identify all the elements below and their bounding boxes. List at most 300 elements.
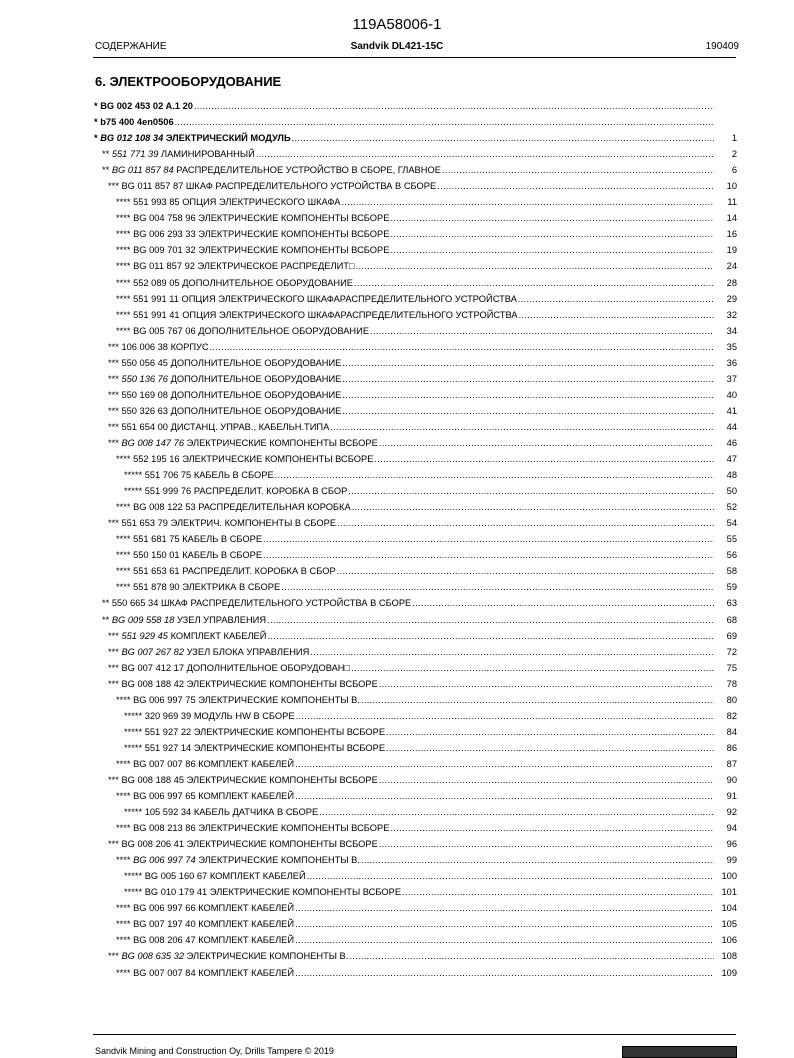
toc-leader-dots	[361, 692, 714, 708]
toc-level-marker: *****	[124, 710, 143, 721]
toc-level-marker: ****	[116, 967, 131, 978]
toc-part-title: ШКАФ РАСПРЕДЕЛИТЕЛЬНОГО УСТРОЙСТВА В СБОРЕ	[160, 598, 412, 609]
toc-leader-dots	[295, 788, 714, 804]
toc-level-marker: ****	[116, 197, 131, 208]
toc-part-title: ЭЛЕКТРИЧЕСКИЕ КОМПОНЕНТЫ ВСБОРЕ	[186, 437, 378, 448]
toc-level-marker: *****	[124, 871, 143, 882]
toc-page-number: 78	[726, 678, 737, 689]
toc-entry-label	[108, 435, 378, 451]
toc-entry[interactable]	[94, 724, 737, 740]
toc-entry[interactable]	[94, 435, 737, 451]
toc-part-title: МОДУЛЬ HW В СБОРЕ	[193, 710, 295, 721]
toc-level-marker: ****	[116, 903, 131, 914]
toc-part-title: ЭЛЕКТРИЧЕСКИЕ КОМПОНЕНТЫ ВСБОРЕ	[198, 229, 390, 240]
toc-part-title: РАСПРЕДЕЛИТ. КОРОБКА В СБОР	[193, 486, 348, 497]
toc-entry[interactable]	[94, 595, 737, 611]
toc-level-marker: *****	[124, 887, 143, 898]
header-date-code: 190409	[705, 41, 739, 52]
toc-part-number: 551 927 22	[144, 726, 192, 737]
toc-page-number: 75	[726, 662, 737, 673]
toc-entry[interactable]	[94, 275, 737, 291]
toc-part-title: ШКАФ РАСПРЕДЕЛИТЕЛЬНОГО УСТРОЙСТВА В СБОРЕ	[185, 181, 437, 192]
toc-part-number: BG 008 122 53	[133, 502, 196, 513]
toc-entry[interactable]	[94, 563, 737, 579]
toc-entry[interactable]	[94, 419, 737, 435]
toc-entry-label	[124, 724, 385, 740]
footer-copyright: Sandvik Mining and Construction Oy, Drills Tampere © 2019	[95, 1046, 334, 1056]
toc-entry-label	[108, 387, 341, 403]
toc-entry-label	[116, 852, 360, 868]
toc-part-title: ОПЦИЯ ЭЛЕКТРИЧЕСКОГО ШКАФАРАСПРЕДЕЛИТЕЛЬНОГО УСТРОЙСТВА	[181, 293, 517, 304]
toc-page-number: 41	[726, 405, 737, 416]
toc-entry[interactable]	[94, 371, 737, 387]
toc-entry[interactable]	[94, 740, 737, 756]
toc-level-marker: ****	[116, 534, 131, 545]
toc-part-title: ДОПОЛНИТЕЛЬНОЕ ОБОРУДОВАНИЕ	[170, 405, 342, 416]
toc-page-number: 108	[721, 951, 737, 962]
toc-leader-dots	[337, 563, 714, 579]
toc-part-number: BG 005 767 06	[133, 325, 196, 336]
toc-page-number: 87	[726, 758, 737, 769]
toc-level-marker: ***	[108, 373, 119, 384]
toc-level-marker: ****	[116, 325, 131, 336]
toc-part-number: BG 002 453 02 A.1 20	[100, 101, 193, 111]
toc-part-title: РАСПРЕДЕЛИТЕЛЬНОЕ УСТРОЙСТВО В СБОРЕ, ГЛАВНОЕ	[176, 165, 441, 176]
toc-entry[interactable]	[94, 579, 737, 595]
toc-leader-dots	[390, 226, 714, 242]
toc-entry-label	[108, 772, 378, 788]
toc-entry[interactable]	[94, 258, 737, 274]
toc-part-number: BG 008 147 76	[121, 437, 184, 448]
toc-part-title: ЭЛЕКТРИЧ. КОМПОНЕНТЫ В СБОРЕ	[170, 518, 337, 529]
toc-page-number: 36	[726, 357, 737, 368]
toc-entry[interactable]	[94, 644, 737, 660]
toc-entry-label	[108, 676, 378, 692]
toc-page-number: 86	[726, 742, 737, 753]
toc-part-number: BG 007 007 84	[133, 967, 196, 978]
toc-entry[interactable]	[94, 146, 737, 162]
toc-entry[interactable]	[94, 451, 737, 467]
toc-entry[interactable]	[94, 932, 737, 948]
toc-part-number: 551 654 00	[121, 421, 168, 432]
header-machine-model: Sandvik DL421-15C	[350, 41, 444, 52]
toc-level-marker: ****	[116, 213, 131, 224]
toc-entry-label	[116, 788, 294, 804]
toc-leader-dots	[307, 868, 714, 884]
toc-leader-dots	[292, 130, 714, 146]
toc-leader-dots	[342, 371, 714, 387]
toc-page-number: 48	[726, 470, 737, 481]
toc-entry[interactable]	[94, 660, 737, 676]
toc-leader-dots	[442, 162, 714, 178]
toc-part-title: КОРПУС	[170, 341, 209, 352]
table-of-contents	[94, 98, 737, 981]
toc-level-marker: **	[102, 598, 110, 609]
toc-level-marker: ***	[108, 357, 119, 368]
toc-part-title: ЭЛЕКТРИЧЕСКИЕ КОМПОНЕНТЫ ВСБОРЕ	[182, 454, 374, 465]
toc-leader-dots	[295, 756, 714, 772]
toc-entry[interactable]	[94, 403, 737, 419]
toc-entry[interactable]	[94, 868, 737, 884]
toc-page-number: 90	[726, 774, 737, 785]
toc-entry[interactable]	[94, 114, 737, 130]
toc-part-number: BG 007 267 82	[121, 646, 184, 657]
toc-entry-label	[108, 948, 348, 964]
toc-leader-dots	[356, 258, 714, 274]
toc-page-number: 101	[721, 887, 737, 898]
toc-part-number: BG 008 206 41	[121, 839, 184, 850]
toc-page-number: 11	[727, 197, 737, 208]
toc-entry-label	[116, 916, 294, 932]
toc-entry[interactable]	[94, 467, 737, 483]
toc-page-number: 104	[721, 903, 737, 914]
toc-page-number: 82	[726, 710, 737, 721]
toc-part-number: 551 681 75	[133, 534, 180, 545]
toc-entry[interactable]	[94, 676, 737, 692]
toc-level-marker: ****	[116, 855, 131, 866]
toc-level-marker: *****	[124, 807, 143, 818]
toc-level-marker: *****	[124, 470, 143, 481]
toc-part-number: 105 592 34	[144, 807, 192, 818]
footer-divider	[93, 1034, 736, 1035]
toc-page-number: 35	[726, 341, 737, 352]
toc-entry[interactable]	[94, 788, 737, 804]
toc-part-number: 550 665 34	[111, 598, 159, 609]
toc-part-number: 551 999 76	[144, 486, 192, 497]
toc-part-number: BG 008 188 45	[121, 774, 184, 785]
toc-page-number: 58	[726, 566, 737, 577]
toc-entry[interactable]	[94, 836, 737, 852]
toc-leader-dots	[370, 323, 714, 339]
toc-part-title: КОМПЛЕКТ КАБЕЛЕЙ	[209, 871, 306, 882]
toc-part-title: КАБЕЛЬ ДАТЧИКА В СБОРЕ	[193, 807, 319, 818]
toc-entry[interactable]	[94, 547, 737, 563]
toc-part-number: BG 008 635 32	[121, 951, 184, 962]
toc-level-marker: ***	[108, 405, 119, 416]
toc-part-number: BG 006 997 75	[133, 694, 196, 705]
toc-entry-label	[124, 868, 306, 884]
toc-entry[interactable]	[94, 242, 737, 258]
toc-part-title: КОМПЛЕКТ КАБЕЛЕЙ	[198, 967, 295, 978]
toc-page-number: 46	[726, 437, 737, 448]
toc-entry-label	[116, 499, 351, 515]
toc-part-title: КОМПЛЕКТ КАБЕЛЕЙ	[170, 630, 267, 641]
toc-entry-label	[116, 323, 369, 339]
toc-leader-dots	[379, 772, 714, 788]
toc-entry[interactable]	[94, 210, 737, 226]
toc-entry-label	[116, 451, 373, 467]
toc-leader-dots	[337, 515, 714, 531]
toc-leader-dots	[210, 339, 714, 355]
toc-entry-label	[102, 146, 255, 162]
toc-part-title: ЭЛЕКТРИКА В СБОРЕ	[182, 582, 281, 593]
toc-entry-label	[124, 708, 295, 724]
toc-part-number: BG 008 206 47	[133, 935, 196, 946]
toc-part-number: BG 010 179 41	[144, 887, 208, 898]
toc-leader-dots	[379, 836, 714, 852]
toc-leader-dots	[296, 708, 714, 724]
toc-entry[interactable]	[94, 531, 737, 547]
toc-entry[interactable]	[94, 499, 737, 515]
toc-entry-label	[108, 644, 309, 660]
toc-part-title: ЭЛЕКТРИЧЕСКИЕ КОМПОНЕНТЫ В.	[198, 694, 360, 705]
toc-page-number: 10	[726, 181, 737, 192]
toc-entry-label	[108, 371, 341, 387]
toc-part-number: 551 991 41	[133, 309, 180, 320]
toc-level-marker: ****	[116, 550, 131, 561]
toc-page-number: 55	[726, 534, 737, 545]
toc-level-marker: **	[102, 614, 110, 625]
toc-part-number: 551 653 61	[133, 566, 180, 577]
document-code: 119A58006-1	[352, 16, 442, 33]
toc-leader-dots	[281, 579, 714, 595]
toc-leader-dots	[379, 435, 714, 451]
toc-leader-dots	[386, 740, 714, 756]
toc-entry-label	[116, 756, 294, 772]
toc-level-marker: *****	[124, 486, 143, 497]
toc-part-title: КОМПЛЕКТ КАБЕЛЕЙ	[198, 919, 295, 930]
toc-page-number: 106	[721, 935, 737, 946]
toc-part-number: 320 969 39	[144, 710, 192, 721]
toc-page-number: 14	[726, 213, 737, 224]
toc-leader-dots	[342, 194, 715, 210]
toc-entry-label	[108, 339, 209, 355]
toc-part-title: ДОПОЛНИТЕЛЬНОЕ ОБОРУДОВАНИЕ	[170, 389, 342, 400]
toc-entry-label	[116, 692, 360, 708]
toc-level-marker: ****	[116, 935, 131, 946]
toc-page-number: 69	[726, 630, 737, 641]
toc-part-number: 551 771 39	[111, 149, 159, 160]
toc-leader-dots	[319, 804, 714, 820]
toc-entry-label	[102, 595, 411, 611]
toc-entry[interactable]	[94, 692, 737, 708]
toc-level-marker: ***	[108, 951, 119, 962]
toc-page-number: 94	[726, 823, 737, 834]
toc-entry-label	[116, 965, 294, 981]
toc-leader-dots	[390, 210, 714, 226]
toc-level-marker: **	[102, 165, 110, 176]
toc-page-number: 96	[726, 839, 737, 850]
toc-level-marker: ****	[116, 582, 131, 593]
toc-part-title: КАБЕЛЬ В СБОРЕ	[182, 550, 263, 561]
toc-part-title: ЭЛЕКТРИЧЕСКИЕ КОМПОНЕНТЫ В.	[186, 951, 349, 962]
toc-part-number: 550 136 76	[121, 373, 168, 384]
toc-entry[interactable]	[94, 355, 737, 371]
toc-entry-label	[124, 467, 274, 483]
toc-entry[interactable]	[94, 884, 737, 900]
toc-page-number: 1	[731, 133, 737, 144]
toc-page-number: 56	[726, 550, 737, 561]
toc-level-marker: ****	[116, 566, 131, 577]
toc-part-title: КАБЕЛЬ В СБОРЕ	[182, 534, 263, 545]
header-section-label: СОДЕРЖАНИЕ	[95, 41, 167, 52]
toc-entry[interactable]	[94, 900, 737, 916]
toc-page-number: 80	[726, 694, 737, 705]
toc-page-number: 92	[726, 807, 737, 818]
toc-page-number: 84	[726, 726, 737, 737]
toc-entry-label	[124, 740, 385, 756]
toc-part-title: ЭЛЕКТРИЧЕСКИЕ КОМПОНЕНТЫ ВСБОРЕ	[186, 678, 378, 689]
toc-leader-dots	[518, 291, 714, 307]
toc-page-number: 16	[726, 229, 737, 240]
toc-part-number: BG 008 188 42	[121, 678, 184, 689]
toc-entry[interactable]	[94, 756, 737, 772]
toc-level-marker: ****	[116, 502, 131, 513]
toc-entry[interactable]	[94, 307, 737, 323]
toc-leader-dots	[267, 612, 714, 628]
toc-leader-dots	[379, 676, 714, 692]
toc-entry[interactable]	[94, 483, 737, 499]
section-title: 6. ЭЛЕКТРООБОРУДОВАНИЕ	[95, 74, 282, 89]
toc-entry-label	[116, 210, 389, 226]
toc-part-number: 551 878 90	[133, 582, 180, 593]
toc-entry-label	[124, 884, 401, 900]
toc-level-marker: ****	[116, 293, 131, 304]
toc-leader-dots	[348, 483, 714, 499]
toc-part-number: BG 009 701 32	[133, 245, 196, 256]
toc-leader-dots	[390, 820, 714, 836]
toc-entry-label	[116, 932, 294, 948]
toc-level-marker: *	[94, 101, 98, 111]
toc-level-marker: **	[102, 149, 110, 160]
toc-part-number: 551 991 11	[133, 293, 179, 304]
toc-level-marker: ***	[108, 181, 119, 192]
toc-entry[interactable]	[94, 323, 737, 339]
toc-page-number: 109	[721, 967, 737, 978]
toc-level-marker: ***	[108, 774, 119, 785]
toc-part-title: УЗЕЛ УПРАВЛЕНИЯ	[176, 614, 267, 625]
toc-entry-label	[116, 291, 517, 307]
toc-entry[interactable]	[94, 98, 737, 114]
toc-part-title: ЭЛЕКТРИЧЕСКИЕ КОМПОНЕНТЫ ВСБОРЕ	[193, 742, 386, 753]
toc-entry-label	[108, 628, 266, 644]
toc-part-number: BG 007 007 86	[133, 758, 196, 769]
toc-leader-dots	[175, 114, 714, 130]
toc-entry-label	[116, 275, 353, 291]
toc-level-marker: ***	[108, 437, 119, 448]
toc-entry-label	[108, 403, 341, 419]
toc-level-marker: ****	[116, 277, 131, 288]
toc-entry[interactable]	[94, 291, 737, 307]
toc-entry-label	[108, 515, 336, 531]
toc-leader-dots	[275, 467, 714, 483]
toc-entry[interactable]	[94, 387, 737, 403]
toc-part-number: BG 006 997 65	[133, 791, 196, 802]
toc-entry[interactable]	[94, 965, 737, 981]
toc-part-number: BG 006 997 66	[133, 903, 196, 914]
toc-part-number: 551 993 85	[133, 197, 180, 208]
toc-page-number: 100	[721, 871, 737, 882]
toc-entry[interactable]	[94, 612, 737, 628]
toc-part-title: ЛАМИНИРОВАННЫЙ	[160, 149, 255, 160]
toc-page-number: 2	[731, 149, 737, 160]
toc-level-marker: ****	[116, 229, 131, 240]
toc-page-number: 32	[726, 309, 737, 320]
toc-level-marker: ***	[108, 421, 119, 432]
toc-part-number: BG 004 758 96	[133, 213, 196, 224]
toc-part-title: ЭЛЕКТРИЧЕСКИЕ КОМПОНЕНТЫ ВСБОРЕ	[198, 213, 390, 224]
toc-leader-dots	[330, 419, 714, 435]
toc-leader-dots	[361, 852, 714, 868]
toc-entry[interactable]	[94, 628, 737, 644]
toc-entry-label	[108, 836, 378, 852]
toc-part-number: 550 169 08	[121, 389, 168, 400]
toc-part-title: ДОПОЛНИТЕЛЬНОЕ ОБОРУДОВАНИЕ	[198, 325, 370, 336]
toc-entry[interactable]	[94, 226, 737, 242]
toc-page-number: 54	[726, 518, 737, 529]
toc-leader-dots	[194, 98, 714, 114]
toc-entry[interactable]	[94, 852, 737, 868]
toc-leader-dots	[263, 547, 714, 563]
toc-entry[interactable]	[94, 162, 737, 178]
toc-entry[interactable]	[94, 194, 737, 210]
toc-entry-label	[108, 660, 350, 676]
toc-part-title: УЗЕЛ БЛОКА УПРАВЛЕНИЯ	[186, 646, 310, 657]
toc-leader-dots	[310, 644, 714, 660]
toc-entry[interactable]	[94, 178, 737, 194]
toc-entry[interactable]	[94, 916, 737, 932]
toc-entry-label	[108, 178, 436, 194]
toc-part-title: ДОПОЛНИТЕЛЬНОЕ ОБОРУДОВАН□	[186, 662, 351, 673]
toc-entry[interactable]	[94, 820, 737, 836]
toc-part-number: 550 056 45	[121, 357, 168, 368]
toc-entry-label	[94, 130, 291, 146]
toc-level-marker: ***	[108, 662, 119, 673]
toc-page-number: 91	[726, 791, 737, 802]
toc-entry[interactable]	[94, 515, 737, 531]
toc-part-title: ДОПОЛНИТЕЛЬНОЕ ОБОРУДОВАНИЕ	[170, 373, 342, 384]
toc-part-number: BG 011 857 92	[133, 261, 195, 272]
toc-page-number: 37	[726, 373, 737, 384]
toc-leader-dots	[349, 948, 714, 964]
toc-part-number: BG 008 213 86	[133, 823, 196, 834]
toc-entry[interactable]	[94, 708, 737, 724]
toc-part-number: 552 195 16	[133, 454, 180, 465]
toc-entry-label	[108, 419, 329, 435]
toc-part-number: BG 011 857 87	[121, 181, 184, 192]
toc-leader-dots	[342, 403, 714, 419]
toc-entry-label	[116, 547, 262, 563]
toc-part-number: 552 089 05	[133, 277, 180, 288]
toc-part-title: ДОПОЛНИТЕЛЬНОЕ ОБОРУДОВАНИЕ	[182, 277, 354, 288]
toc-entry-label	[102, 612, 266, 628]
toc-entry[interactable]	[94, 948, 737, 964]
toc-page-number: 34	[726, 325, 737, 336]
toc-part-number: BG 007 412 17	[121, 662, 184, 673]
toc-part-number: 550 150 01	[133, 550, 180, 561]
toc-entry[interactable]	[94, 772, 737, 788]
toc-level-marker: ****	[116, 454, 131, 465]
toc-part-number: BG 011 857 84	[111, 165, 174, 176]
toc-leader-dots	[342, 387, 714, 403]
toc-part-title: ЭЛЕКТРИЧЕСКИЕ КОМПОНЕНТЫ В.	[198, 855, 360, 866]
toc-entry[interactable]	[94, 804, 737, 820]
toc-level-marker: ***	[108, 518, 119, 529]
toc-part-title: ЭЛЕКТРИЧЕСКИЕ КОМПОНЕНТЫ ВСБОРЕ	[198, 245, 390, 256]
toc-entry[interactable]	[94, 130, 737, 146]
toc-entry-label	[116, 900, 294, 916]
toc-entry[interactable]	[94, 339, 737, 355]
toc-level-marker: ****	[116, 245, 131, 256]
toc-level-marker: ***	[108, 341, 119, 352]
toc-part-number: 551 927 14	[144, 742, 192, 753]
toc-level-marker: ****	[116, 309, 131, 320]
toc-level-marker: ***	[108, 646, 119, 657]
toc-page-number: 99	[726, 855, 737, 866]
toc-page-number: 47	[726, 454, 737, 465]
toc-leader-dots	[342, 355, 714, 371]
toc-part-title: КОМПЛЕКТ КАБЕЛЕЙ	[198, 758, 295, 769]
